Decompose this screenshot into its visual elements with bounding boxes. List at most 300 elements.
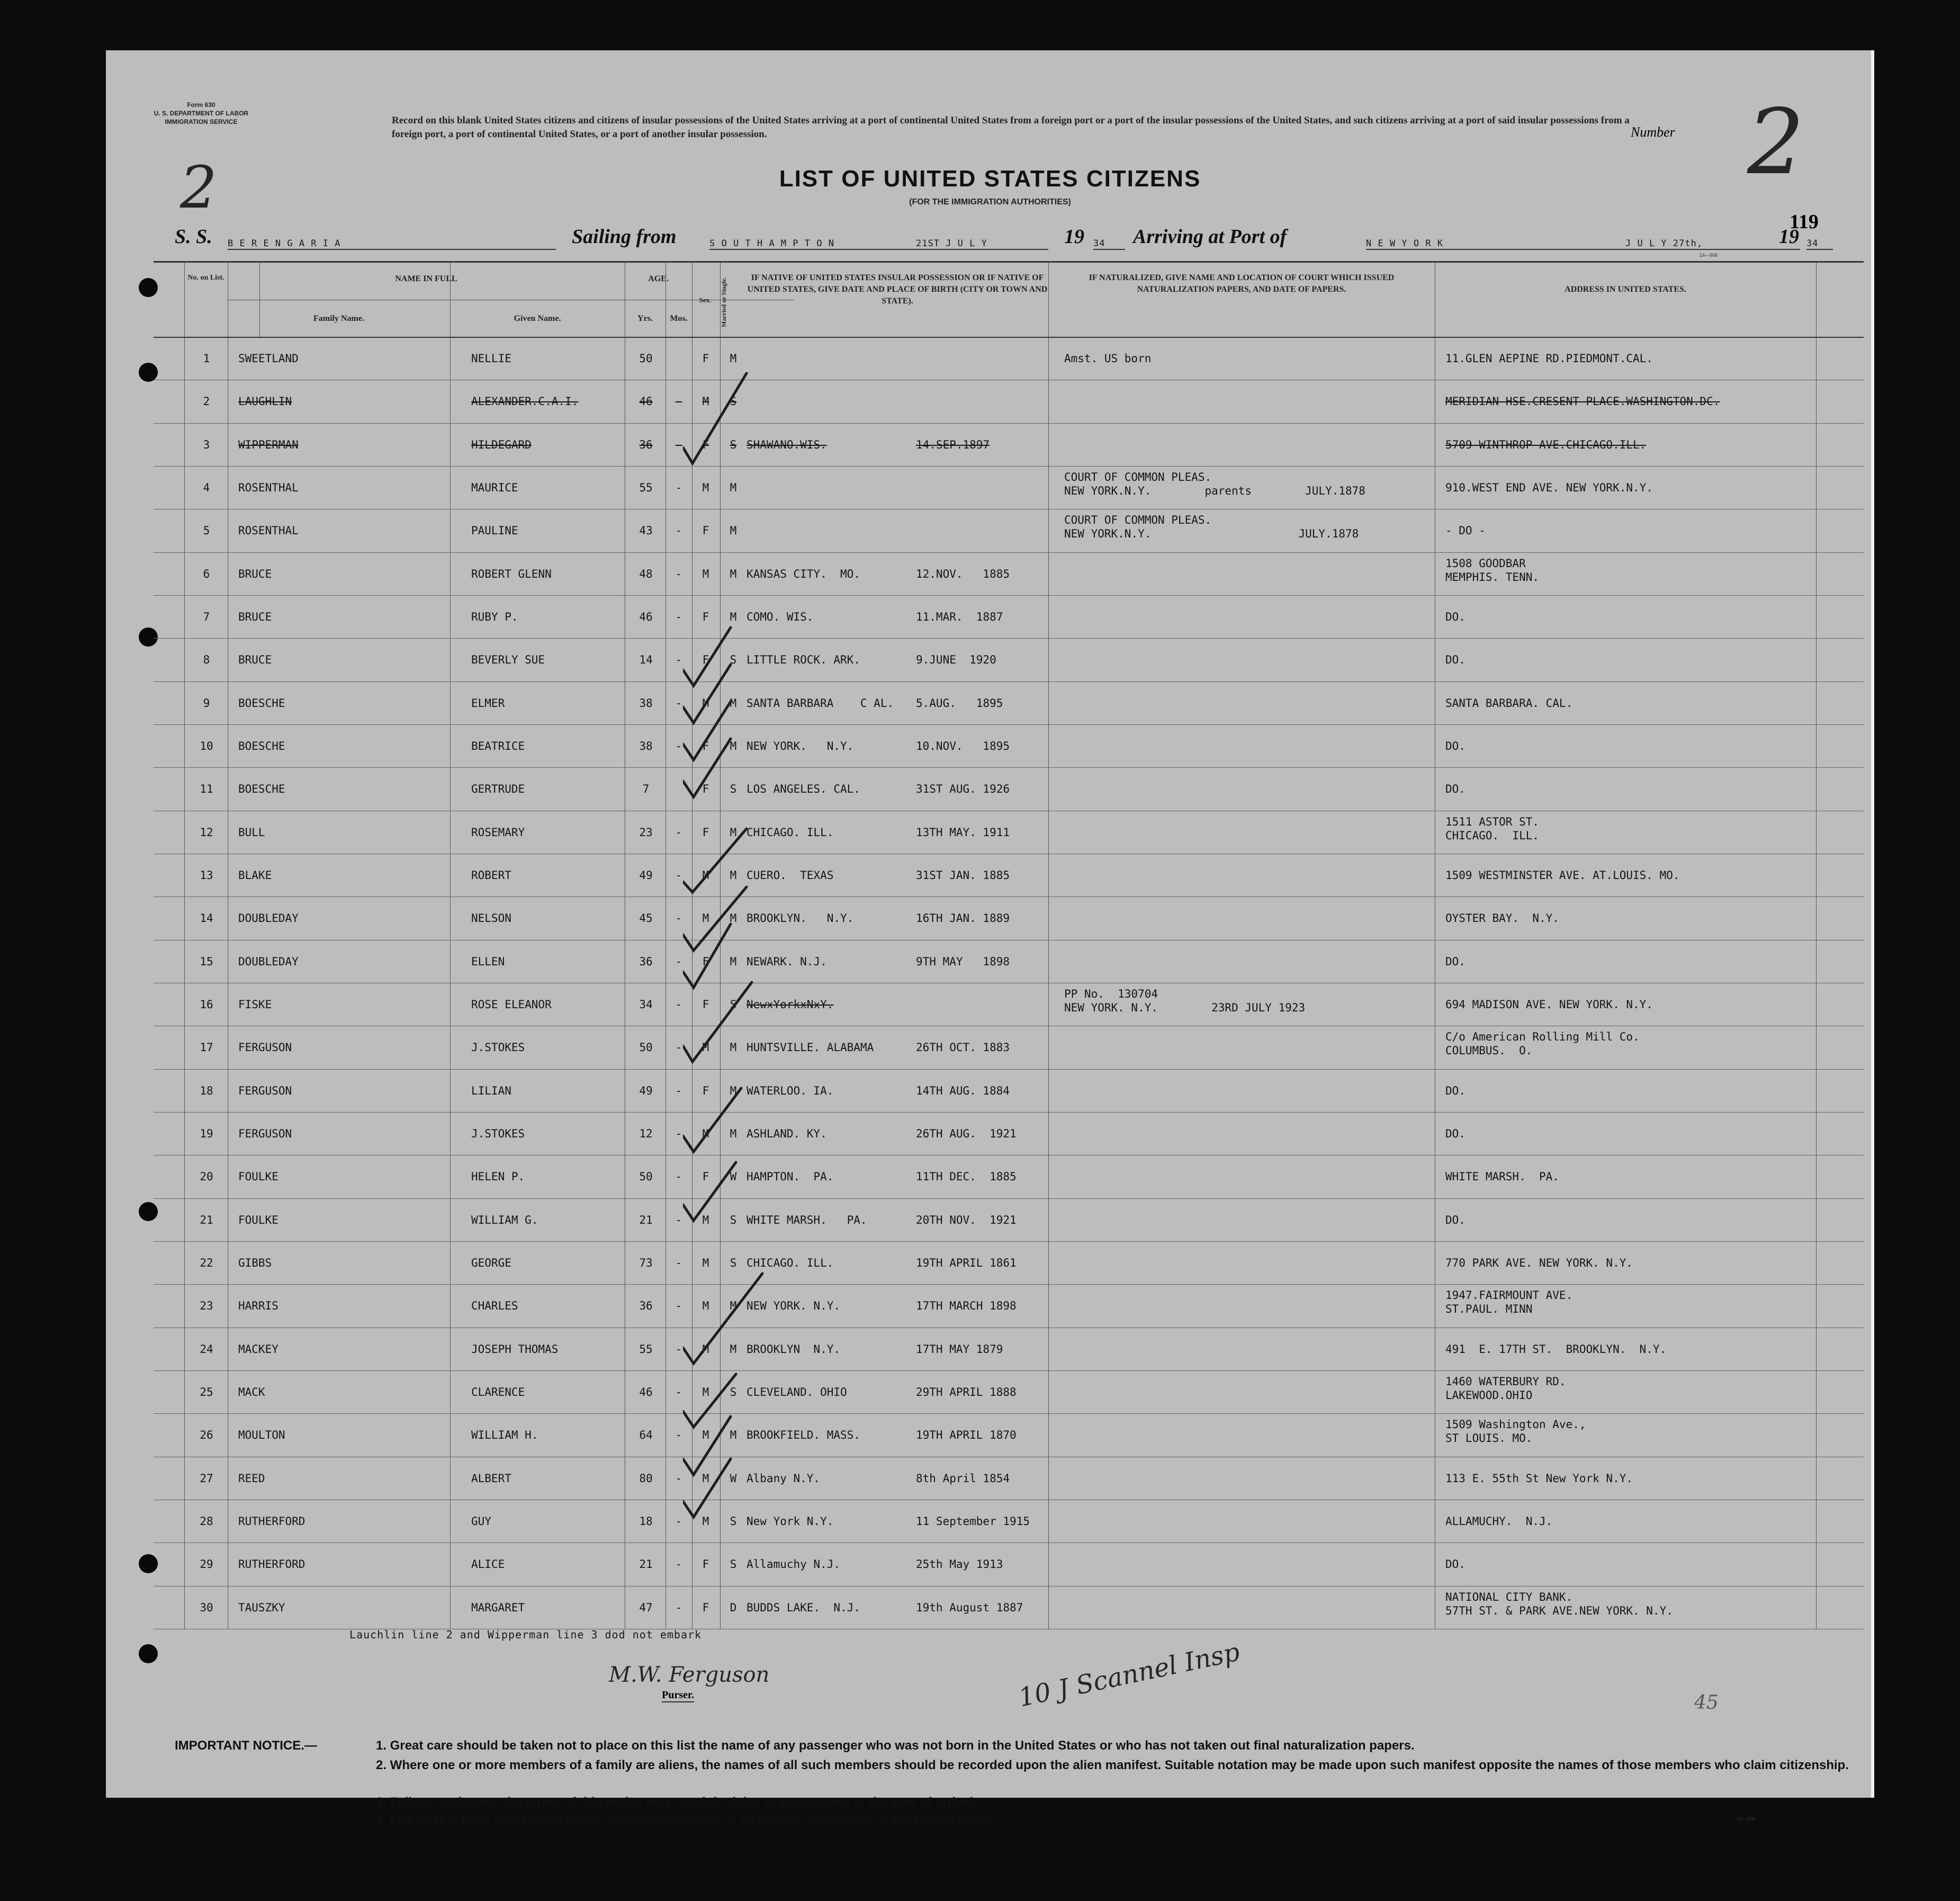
printer-code: 14—908 [1700,253,1718,258]
naturalization: COURT OF COMMON PLEAS. NEW YORK.N.Y. parents JULY.1878 [1064,471,1365,497]
year-prefix-2: 19 [1779,226,1799,248]
service: IMMIGRATION SERVICE [165,118,238,125]
birth-date: 31ST AUG. 1926 [916,783,1010,796]
address: DO. [1445,1213,1465,1226]
birth-place: CUERO. TEXAS [747,869,834,882]
birth-place: CHICAGO. ILL. [747,1257,834,1269]
age-years: 55 [639,481,653,494]
table-row [154,337,1864,380]
table-row [154,1112,1864,1155]
given-name: JOSEPH THOMAS [471,1342,559,1356]
age-months: - [675,1213,682,1226]
age-months: - [675,524,682,537]
family-name: FERGUSON [238,1041,292,1054]
age-months: - [675,826,682,839]
age-years: 50 [639,1170,653,1183]
age-years: 38 [639,696,653,710]
department: U. S. DEPARTMENT OF LABOR [154,110,249,117]
family-name: ROSENTHAL [238,481,299,494]
birth-date: 14TH AUG. 1884 [916,1084,1010,1097]
age-years: 46 [639,1386,653,1398]
notice-2: 2. Where one or more members of a family are aliens, the names of all such members should be recorded upon the alien manifest. Suitable notation may be made upon such manifest opposite the names of those members who claim citizenship. [376,1758,1849,1772]
marital-status: S [730,1386,737,1398]
arriving-label: Arriving at Port of [1133,226,1287,248]
birth-place: LOS ANGELES. CAL. [747,783,860,796]
table-row [154,1500,1864,1543]
family-name: ROSENTHAL [238,524,299,537]
family-name: BOESCHE [238,696,285,710]
family-name: HARRIS [238,1299,278,1313]
table-row [154,983,1864,1026]
birth-date: 11TH DEC. 1885 [916,1170,1017,1183]
row-number: 25 [200,1386,213,1398]
sex: M [702,1213,709,1226]
given-name: RUBY P. [471,611,518,623]
birth-date: 26TH AUG. 1921 [916,1127,1017,1140]
row-number: 15 [200,955,213,968]
table-row [154,1069,1864,1113]
marital-status: M [730,1429,737,1442]
family-name: REED [238,1472,265,1485]
age-months: - [675,869,682,882]
year-prefix: 19 [1064,226,1084,248]
birth-place: BROOKLYN. N.Y. [747,912,854,925]
marital-status: S [730,653,737,667]
age-months: - [675,740,682,752]
birth-date: 17TH MARCH 1898 [916,1299,1017,1313]
family-name: BRUCE [238,567,272,580]
address: 113 E. 55th St New York N.Y. [1445,1472,1633,1485]
address: DO. [1445,955,1465,968]
family-name: LAUGHLIN [238,395,292,408]
passenger-rows [154,337,1864,1629]
age-months: - [675,395,682,408]
marital-status: S [730,438,737,451]
birth-place: CHICAGO. ILL. [747,826,834,839]
row-number: 24 [200,1342,213,1356]
table-row [154,638,1864,682]
age-months: - [675,1170,682,1183]
age-years: 80 [639,1472,653,1485]
birth-date: 8th April 1854 [916,1472,1010,1485]
address: 1509 Washington Ave., ST LOUIS. MO. [1445,1418,1586,1445]
sex: M [702,1257,709,1269]
table-row [154,1543,1864,1586]
birth-place: Albany N.Y. [747,1472,821,1485]
marital-status: S [730,1257,737,1269]
table-row [154,1198,1864,1242]
family-name: BRUCE [238,611,272,623]
birth-place: BROOKFIELD. MASS. [747,1429,860,1442]
age-months: - [675,998,682,1011]
birth-date: 10.NOV. 1895 [916,740,1010,752]
table-row [154,1370,1864,1414]
birth-place: KANSAS CITY. MO. [747,567,860,580]
marital-status: M [730,1127,737,1140]
address: 1509 WESTMINSTER AVE. AT.LOUIS. MO. [1445,869,1680,882]
age-months: - [675,438,682,451]
age-years: 50 [639,352,653,365]
birth-date: 11.MAR. 1887 [916,611,1003,623]
given-name: NELLIE [471,352,511,365]
age-years: 46 [639,611,653,623]
given-name: NELSON [471,912,511,925]
row-number: 3 [203,438,210,451]
birth-place: NEWARK. N.J. [747,955,827,968]
given-name: BEATRICE [471,740,525,752]
sail-year: 34 [1093,238,1125,250]
age-months: - [675,1127,682,1140]
family-name: DOUBLEDAY [238,912,299,925]
arrive-date: J U L Y 27th, [1625,238,1703,249]
sex: F [702,826,709,839]
given-name: CLARENCE [471,1386,525,1398]
family-name: RUTHERFORD [238,1558,305,1571]
notice-3: 3. Failure to observe the terms of this notice may result in delay to passengers at the port of arrival. [376,1795,977,1809]
given-name: HILDEGARD [471,438,532,451]
birth-place: COMO. WIS. [747,611,814,623]
form-number: Form 630 [187,101,215,109]
family-name: BRUCE [238,653,272,667]
birth-date: 9TH MAY 1898 [916,955,1010,968]
naturalization: PP No. 130704 NEW YORK. N.Y. 23RD JULY 1923 [1064,988,1306,1014]
marital-status: M [730,696,737,710]
marital-status: S [730,1558,737,1571]
given-name: GEORGE [471,1257,511,1269]
age-years: 73 [639,1257,653,1269]
sex: F [702,438,709,451]
given-name: HELEN P. [471,1170,525,1183]
marital-status: W [730,1170,737,1183]
inspector-signature: 10 J Scannel Insp [1015,1637,1243,1713]
age-months: - [675,611,682,623]
footer-code: 14—908 [1737,1816,1755,1822]
given-name: BEVERLY SUE [471,653,545,667]
sex: M [702,1342,709,1356]
row-number: 26 [200,1429,213,1442]
row-number: 20 [200,1170,213,1183]
naturalization: COURT OF COMMON PLEAS. NEW YORK.N.Y. JULY.1878 [1064,514,1359,541]
address: 910.WEST END AVE. NEW YORK.N.Y. [1445,481,1653,494]
address: MERIDIAN HSE.CRESENT PLACE.WASHINGTON.DC. [1445,395,1720,408]
age-months: - [675,1429,682,1442]
table-row [154,811,1864,854]
check-marks [683,352,821,1544]
sex: F [702,1558,709,1571]
row-number: 9 [203,696,210,710]
sex: F [702,998,709,1011]
age-months: - [675,1257,682,1269]
age-months: - [675,1472,682,1485]
given-name: ALICE [471,1558,505,1571]
birth-date: 13TH MAY. 1911 [916,826,1010,839]
age-months: - [675,1041,682,1054]
family-name: BOESCHE [238,740,285,752]
given-name: ROBERT GLENN [471,567,552,580]
notice-label: IMPORTANT NOTICE.— [175,1738,317,1753]
row-number: 7 [203,611,210,623]
age-years: 55 [639,1342,653,1356]
marital-status: M [730,524,737,537]
row-number: 22 [200,1257,213,1269]
family-name: BULL [238,826,265,839]
col-birth: IF NATIVE OF UNITED STATES INSULAR POSSESSION OR IF NATIVE OF UNITED STATES, GIVE DATE AND PLACE OF BIRTH (CITY OR TOWN AND STATE). [747,273,1048,306]
row-number: 16 [200,998,213,1011]
family-name: MACK [238,1386,265,1398]
page-subtitle: (FOR THE IMMIGRATION AUTHORITIES) [909,198,1071,207]
marital-status: M [730,1041,737,1054]
birth-place: Allamuchy N.J. [747,1558,841,1571]
address: OYSTER BAY. N.Y. [1445,912,1559,925]
table-row [154,466,1864,509]
given-name: PAULINE [471,524,518,537]
row-number: 19 [200,1127,213,1140]
age-months: - [675,1601,682,1614]
address: 11.GLEN AEPINE RD.PIEDMONT.CAL. [1445,352,1653,365]
birth-place: ASHLAND. KY. [747,1127,827,1140]
birth-date: 12.NOV. 1885 [916,567,1010,580]
family-name: MOULTON [238,1429,285,1442]
given-name: WILLIAM G. [471,1213,538,1226]
age-years: 34 [639,998,653,1011]
birth-date: 19th August 1887 [916,1601,1023,1614]
sex: F [702,955,709,968]
address: 1947.FAIRMOUNT AVE. ST.PAUL. MINN [1445,1289,1573,1316]
age-years: 43 [639,524,653,537]
birth-place: CLEVELAND. OHIO [747,1386,847,1398]
birth-date: 19TH APRIL 1861 [916,1257,1017,1269]
row-number: 23 [200,1299,213,1313]
age-months: - [675,696,682,710]
age-months: - [675,1299,682,1313]
row-number: 18 [200,1084,213,1097]
purser-label: Purser. [662,1689,694,1702]
table-row [154,1026,1864,1069]
purser-signature: M.W. Ferguson [609,1663,770,1687]
given-name: GUY [471,1515,491,1528]
given-name: GERTRUDE [471,783,525,796]
age-years: 21 [639,1558,653,1571]
address: DO. [1445,611,1465,623]
family-name: FERGUSON [238,1084,292,1097]
birth-date: 11 September 1915 [916,1515,1030,1528]
family-name: GIBBS [238,1257,272,1269]
intro-text: Record on this blank United States citizens and citizens of insular possessions of the United States arriving at a port of continental United States from a foreign port or a port of the insular possessions of the United States, and such citizens arriving at a port of said insular possessions from a foreign port, a port of continental United States, or a port of another insular possession. [392,115,1630,140]
address: WHITE MARSH. PA. [1445,1170,1559,1183]
age-years: 7 [642,783,650,796]
family-name: FISKE [238,998,272,1011]
address: 1511 ASTOR ST. CHICAGO. ILL. [1445,815,1540,842]
col-mos: Mos. [670,314,688,323]
birth-date: 9.JUNE 1920 [916,653,996,667]
row-number: 13 [200,869,213,882]
sex: M [702,1386,709,1398]
birth-date: 20TH NOV. 1921 [916,1213,1017,1226]
birth-place: BUDDS LAKE. N.J. [747,1601,860,1614]
marital-status: D [730,1601,737,1614]
sex: F [702,524,709,537]
birth-date: 17TH MAY 1879 [916,1342,1003,1356]
given-name: ROBERT [471,869,511,882]
page-number: 119 [1790,211,1819,233]
birth-place: NEW YORK. N.Y. [747,1299,841,1313]
col-sex: Sex. [699,296,712,304]
sex: M [702,395,709,408]
family-name: FOULKE [238,1213,278,1226]
table-row [154,896,1864,940]
sail-date: 21ST J U L Y [916,238,987,249]
table-row [154,940,1864,983]
family-name: BLAKE [238,869,272,882]
row-number: 8 [203,653,210,667]
birth-date: 31ST JAN. 1885 [916,869,1010,882]
row-number: 4 [203,481,210,494]
birth-date: 26TH OCT. 1883 [916,1041,1010,1054]
sex: M [702,481,709,494]
marital-status: M [730,826,737,839]
sex: F [702,1084,709,1097]
address: - DO - [1445,524,1486,537]
birth-place: New York N.Y. [747,1515,834,1528]
birth-date: 19TH APRIL 1870 [916,1429,1017,1442]
row-number: 12 [200,826,213,839]
sex: M [702,696,709,710]
age-years: 47 [639,1601,653,1614]
row-number: 11 [200,783,213,796]
birth-place: NEW YORK. N.Y. [747,740,854,752]
given-name: WILLIAM H. [471,1429,538,1442]
col-age: AGE. [648,274,669,283]
marital-status: S [730,1213,737,1226]
sex: F [702,1170,709,1183]
given-name: CHARLES [471,1299,518,1313]
age-months: - [675,653,682,667]
marital-status: S [730,395,737,408]
marital-status: W [730,1472,737,1485]
table-row [154,423,1864,467]
marital-status: M [730,611,737,623]
table-row [154,595,1864,639]
sex: F [702,352,709,365]
given-name: ALBERT [471,1472,511,1485]
age-months: - [675,1515,682,1528]
table-row [154,767,1864,811]
footer-note: Lauchlin line 2 and Wipperman line 3 dod not embark [349,1628,702,1641]
sex: M [702,1127,709,1140]
number-value: 2 [1747,90,1805,195]
notice-4: 4. List on this form only United States citizens or citizens of an insular possession of the United States. [376,1814,1000,1828]
sex: M [702,567,709,580]
age-years: 21 [639,1213,653,1226]
age-years: 49 [639,869,653,882]
birth-place: HUNTSVILLE. ALABAMA [747,1041,874,1054]
notice-1: 1. Great care should be taken not to place on this list the name of any passenger who was not born in the United States or who has not taken out final naturalization papers. [376,1738,1415,1753]
age-months: - [675,1342,682,1356]
birth-place: SANTA BARBARA C AL. [747,696,894,710]
marital-status: M [730,567,737,580]
stamp-number: 45 [1694,1692,1719,1714]
birth-date: 29TH APRIL 1888 [916,1386,1017,1398]
table-row [154,1586,1864,1629]
birth-place: LITTLE ROCK. ARK. [747,653,860,667]
naturalization: Amst. US born [1064,352,1152,365]
sex: M [702,1515,709,1528]
sex: F [702,611,709,623]
manifest-table [154,261,1864,1629]
marital-status: M [730,1342,737,1356]
ship-name: B E R E N G A R I A [228,238,556,250]
row-number: 30 [200,1601,213,1614]
table-row [154,552,1864,596]
to-port: N E W Y O R K [1366,238,1800,250]
address: 770 PARK AVE. NEW YORK. N.Y. [1445,1257,1633,1269]
marital-status: S [730,1515,737,1528]
family-name: DOUBLEDAY [238,955,299,968]
birth-date: 5.AUG. 1895 [916,696,1003,710]
birth-date: 16TH JAN. 1889 [916,912,1010,925]
page-title: LIST OF UNITED STATES CITIZENS [779,166,1201,192]
punch-hole [139,1644,158,1663]
marital-status: M [730,740,737,752]
family-name: RUTHERFORD [238,1515,305,1528]
marital-status: M [730,352,737,365]
col-naturalized: IF NATURALIZED, GIVE NAME AND LOCATION OF COURT WHICH ISSUED NATURALIZATION PAPERS, AND DATE OF PAPERS. [1089,273,1395,294]
table-row [154,1328,1864,1371]
address: 5709 WINTHROP AVE.CHICAGO.ILL. [1445,438,1647,451]
birth-place: NewxYorkxNxY. [747,998,834,1011]
age-months: - [675,955,682,968]
col-name-in-full: NAME IN FULL [395,274,457,283]
age-years: 36 [639,1299,653,1313]
table-row [154,509,1864,552]
row-number: 28 [200,1515,213,1528]
table-row [154,1155,1864,1198]
sex: M [702,869,709,882]
given-name: ROSE ELEANOR [471,998,552,1011]
address: DO. [1445,740,1465,752]
arrive-year: 34 [1806,238,1833,250]
table-row [154,1457,1864,1500]
sex: M [702,1472,709,1485]
sex: F [702,1601,709,1614]
table-row [154,1241,1864,1285]
from-port: S O U T H A M P T O N [709,238,1048,250]
age-months: - [675,1558,682,1571]
marital-status: M [730,1084,737,1097]
given-name: J.STOKES [471,1127,525,1140]
address: 694 MADISON AVE. NEW YORK. N.Y. [1445,998,1653,1011]
address: DO. [1445,783,1465,796]
address: ALLAMUCHY. N.J. [1445,1515,1553,1528]
birth-date: 25th May 1913 [916,1558,1003,1571]
row-number: 2 [203,395,210,408]
age-years: 46 [639,395,653,408]
sailing-label: Sailing from [572,226,677,248]
corner-mark: 2 [180,154,217,221]
address: DO. [1445,653,1465,667]
marital-status: S [730,783,737,796]
family-name: WIPPERMAN [238,438,299,451]
col-yrs: Yrs. [637,314,653,323]
manifest-sheet [106,50,1874,1828]
row-number: 6 [203,567,210,580]
table-row [154,380,1864,423]
col-family-name: Family Name. [313,314,364,323]
address: DO. [1445,1558,1465,1571]
age-years: 23 [639,826,653,839]
age-months: - [675,1386,682,1398]
age-months: - [675,481,682,494]
